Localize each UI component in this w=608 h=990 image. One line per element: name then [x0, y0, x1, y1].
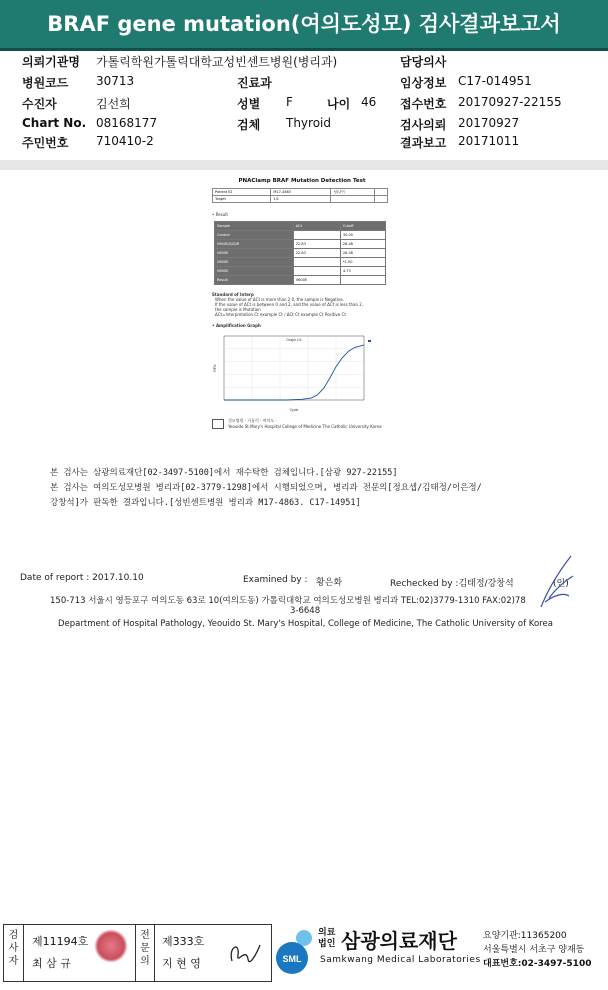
examiner-name: 황은화: [316, 578, 343, 588]
clinical-info-label: 임상정보: [400, 76, 447, 90]
patient-name: 김선희: [96, 97, 131, 111]
info-cell: M17-4863: [271, 189, 331, 196]
org-name: 삼광의료재단: [341, 929, 457, 953]
interpretation-line: If the value of ΔCt is between 0 and 2, and the value of ΔCt is less than 2,: [215, 302, 364, 307]
examined-by-label: Examined by :: [243, 575, 308, 585]
age: 46: [361, 95, 377, 109]
inspector-name: 최 삼 규: [32, 957, 71, 970]
specialist-signature-icon: [226, 937, 262, 971]
patient-label: 수진자: [22, 97, 57, 111]
x-axis-label: Cycle: [289, 408, 299, 412]
plot-area: [224, 336, 364, 400]
graph-title: Graph 1/1: [286, 338, 302, 342]
clinical-info: C17-014951: [458, 74, 532, 88]
info-cell: [374, 196, 387, 203]
remark-line-1: 본 검사는 삼광의료재단[02-3497-5100]에서 재수탁한 검체입니다.[삼광 927-22155]: [50, 468, 398, 478]
age-label: 나이: [327, 97, 351, 111]
resident-no-label: 주민번호: [22, 136, 69, 150]
sex-label: 성별: [237, 97, 261, 111]
scan-result-label: • Result: [212, 212, 228, 217]
scan-footer-line: 성모병원 · 가톨릭 · 여의도 ·: [228, 418, 277, 423]
org-code: 요양기관:11365200: [483, 931, 567, 941]
sex: F: [286, 95, 293, 109]
info-cell: [331, 196, 374, 203]
address-line: 150-713 서울시 영등포구 여의도동 63로 10(여의도동) 가톨릭대학교 여의도성모병원 병리과 TEL:02)3779-1310 FAX:02)78: [50, 596, 526, 606]
embedded-scan: [212, 178, 392, 453]
result-cell: [293, 258, 340, 267]
y-axis-label: RFU: [213, 364, 217, 372]
signature-icon: [535, 552, 577, 612]
org-name-english: Samkwang Medical Laboratories: [320, 955, 481, 965]
specimen: Thyroid: [286, 116, 331, 130]
info-cell: 1/1: [271, 196, 331, 203]
signature-box: [3, 924, 272, 982]
result-report-label: 결과보고: [400, 136, 447, 150]
interpretation-line: When the value of ΔCt is more than 2.0, the sample is Negative.: [215, 297, 344, 302]
sml-logo-icon: [272, 928, 318, 976]
inspector-label: 검사자: [4, 925, 24, 981]
rechecked-by: Rechecked by :김태정/강창석: [390, 579, 514, 589]
department-label: 진료과: [237, 76, 272, 90]
result-header-cell: Sample: [215, 222, 294, 231]
org-phone: 대표번호:02-3497-5100: [483, 959, 592, 969]
test-request-date: 20170927: [458, 116, 520, 130]
attending-physician-label: 담당의사: [400, 55, 447, 69]
legend-swatch: [368, 340, 371, 342]
remark-line-3: 강창석]가 판독한 결과입니다.[성빈센트병원 병리과 M17-4863. C17-14951]: [50, 498, 361, 508]
info-cell: Patient ID: [213, 189, 271, 196]
interpretation-label: Standard of Interp: [212, 292, 254, 297]
scan-info-table: [212, 188, 388, 203]
info-cell: 성/나이: [331, 189, 374, 196]
chart-no-label: Chart No.: [22, 116, 87, 130]
specimen-label: 검체: [237, 118, 261, 132]
result-header-cell: ΔCt: [293, 222, 340, 231]
amplification-graph: [212, 330, 392, 412]
graph-label: • Amplification Graph: [212, 323, 261, 328]
receipt-no: 20170927-22155: [458, 95, 562, 109]
scan-result-table: [214, 221, 386, 285]
remark-line-2: 본 검사는 여의도성모병원 병리과[02-3779-1298]에서 시행되었으며, 병리과 전문의[정요셉/김태정/이은정/: [50, 483, 482, 493]
result-cell: [293, 231, 340, 240]
result-cell: 4.73: [340, 267, 385, 276]
chart-no: 08168177: [96, 116, 158, 130]
result-cell: 26.48: [340, 249, 385, 258]
receipt-no-label: 접수번호: [400, 97, 447, 111]
org-type: 의료 법인: [318, 928, 336, 949]
org-address: 서울특별시 서초구 양재동: [483, 945, 585, 955]
requesting-institution-label: 의뢰기관명: [22, 55, 80, 69]
result-cell: 26.48: [340, 240, 385, 249]
inspector-license-no: 제11194호: [32, 935, 89, 948]
result-cell: V600E/K/D/R: [215, 240, 294, 249]
report-title: BRAF gene mutation(여의도성모) 검사결과보고서: [0, 0, 608, 51]
result-cell: [293, 267, 340, 276]
info-cell: Target: [213, 196, 271, 203]
department-english: Department of Hospital Pathology, Yeouido St. Mary's Hospital, College of Medicine, The Catholic University of Korea: [58, 619, 553, 629]
result-cell: V600E: [215, 267, 294, 276]
result-cell: 22.83: [293, 240, 340, 249]
resident-no: 710410-2: [96, 134, 154, 148]
date-of-report: Date of report : 2017.10.10: [20, 573, 144, 583]
interpretation-line: the sample is Mutation: [215, 307, 261, 312]
result-cell: V600E: [215, 249, 294, 258]
result-cell: *1.00: [340, 258, 385, 267]
result-header-cell: Cutoff: [340, 222, 385, 231]
header-divider: [0, 160, 608, 170]
result-report-date: 20171011: [458, 134, 520, 148]
result-cell: V600E: [293, 276, 340, 285]
logo-icon: [212, 419, 224, 429]
result-cell: V600E: [215, 258, 294, 267]
hospital-code: 30713: [96, 74, 135, 88]
requesting-institution: 가톨릭학원가톨릭대학교성빈센트병원(병리과): [96, 55, 338, 69]
seal-mark: (인): [553, 579, 569, 589]
specialist-name: 지 현 영: [162, 957, 201, 970]
scan-footer-line: Yeouido St.Mary's Hospital College of Medicine The Catholic University Korea: [228, 424, 382, 429]
info-cell: [374, 189, 387, 196]
specialist-label: 전문의: [135, 925, 155, 981]
result-cell: [340, 276, 385, 285]
scan-title: PNAClamp BRAF Mutation Detection Test: [238, 178, 366, 184]
result-cell: 22.83: [293, 249, 340, 258]
address-line-2: 3-6648: [290, 606, 321, 616]
test-request-label: 검사의뢰: [400, 118, 447, 132]
hospital-code-label: 병원코드: [22, 76, 69, 90]
specialist-license-no: 제333호: [162, 935, 205, 948]
interpretation-line: ΔCt=Interpretation Ct example Ct / ΔCt Ct example Ct Positive Ct: [215, 312, 346, 317]
inspector-seal-icon: [94, 929, 128, 963]
sml-badge-text: SML: [282, 954, 302, 964]
result-cell: 30.00: [340, 231, 385, 240]
result-cell: Control: [215, 231, 294, 240]
result-cell: Result: [215, 276, 294, 285]
